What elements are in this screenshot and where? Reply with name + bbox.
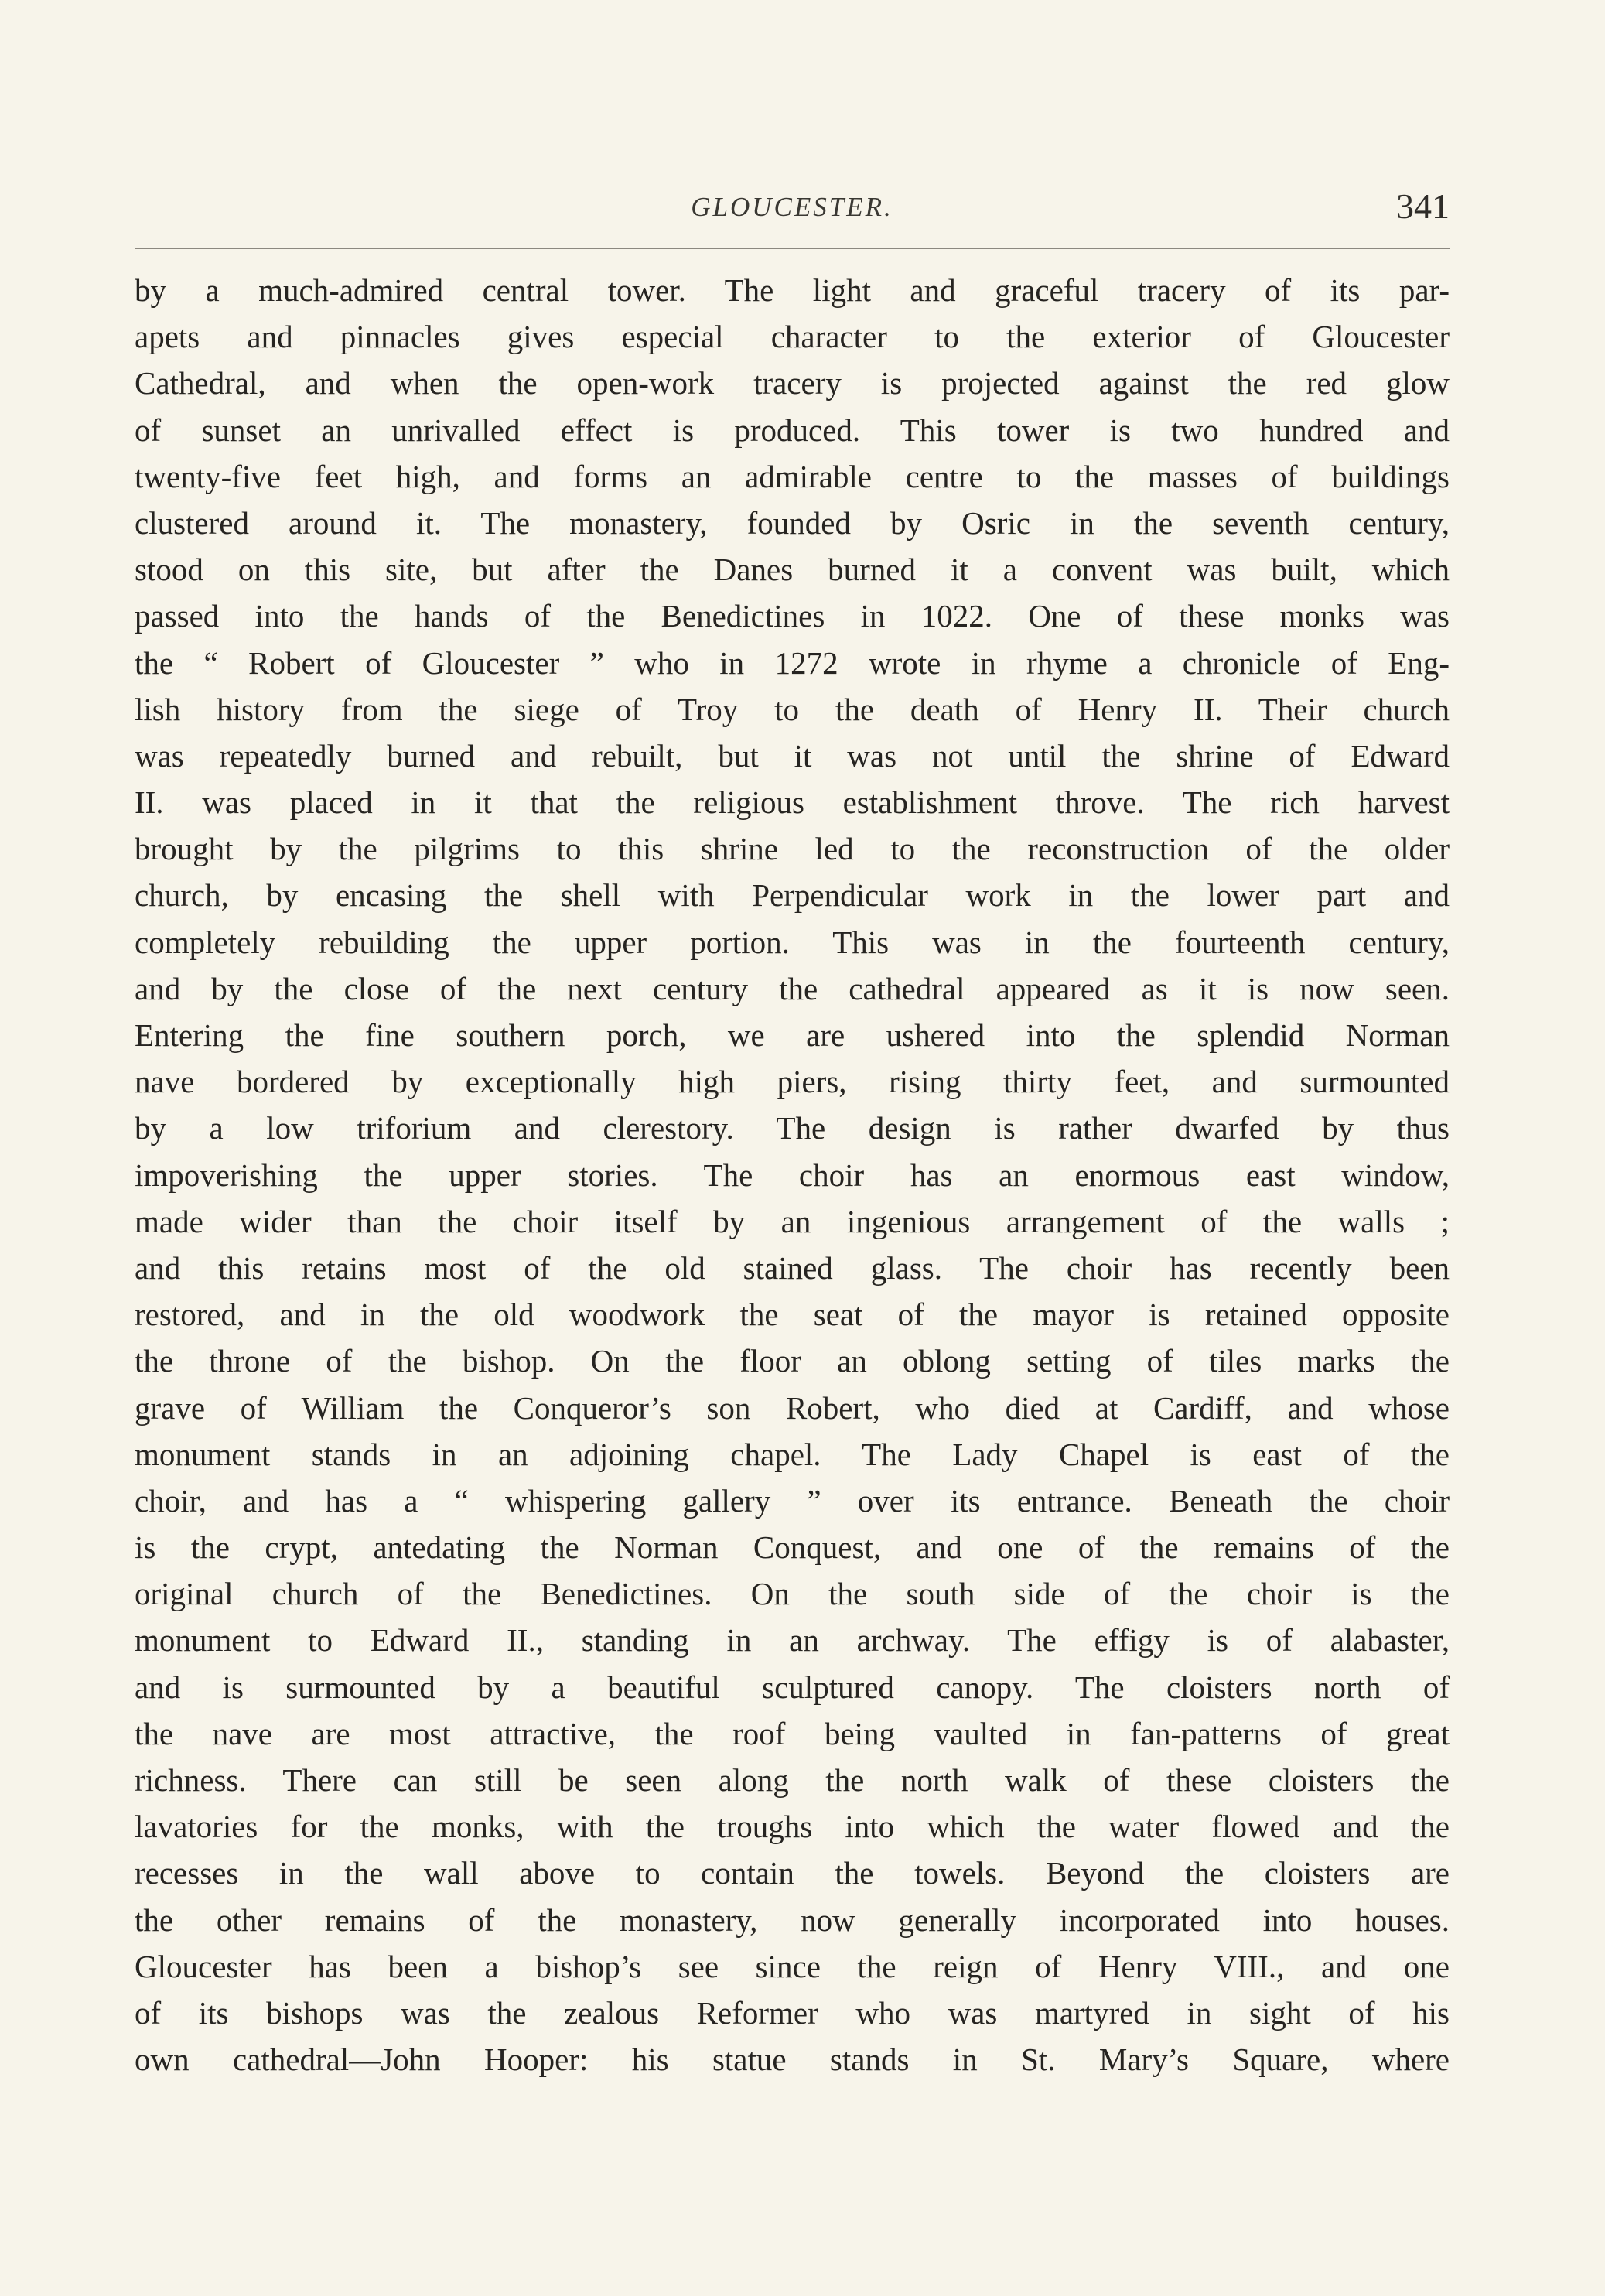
text-line: of sunset an unrivalled effect is produced. This tower is two hundred and: [135, 412, 1450, 448]
text-line: recesses in the wall above to contain the towels. Beyond the cloisters are: [135, 1855, 1450, 1891]
text-line: monument to Edward II., standing in an archway. The effigy is of alabaster,: [135, 1622, 1450, 1659]
running-title: GLOUCESTER.: [691, 192, 893, 222]
text-line: and this retains most of the old stained glass. The choir has recently been: [135, 1249, 1450, 1286]
text-line: Gloucester has been a bishop’s see since the reign of Henry VIII., and one: [135, 1948, 1450, 1984]
text-line: richness. There can still be seen along the north walk of these cloisters the: [135, 1762, 1450, 1798]
text-line: was repeatedly burned and rebuilt, but it was not until the shrine of Edward: [135, 737, 1450, 774]
text-line: the “ Robert of Gloucester ” who in 1272 wrote in rhyme a chronicle of Eng-: [135, 644, 1450, 681]
text-line: the throne of the bishop. On the floor an oblong setting of tiles marks the: [135, 1343, 1450, 1379]
text-line: by a low triforium and clerestory. The design is rather dwarfed by thus: [135, 1110, 1450, 1146]
text-line: II. was placed in it that the religious establishment throve. The rich harvest: [135, 784, 1450, 821]
text-line: Cathedral, and when the open-work tracery is projected against the red glow: [135, 365, 1450, 401]
text-line: and by the close of the next century the cathedral appeared as it is now seen.: [135, 970, 1450, 1006]
text-line: twenty-five feet high, and forms an admirable centre to the masses of buildings: [135, 458, 1450, 494]
text-line: monument stands in an adjoining chapel. The Lady Chapel is east of the: [135, 1436, 1450, 1472]
running-head: [135, 186, 1450, 238]
text-line: the other remains of the monastery, now generally incorporated into houses.: [135, 1901, 1450, 1938]
text-line: impoverishing the upper stories. The choir has an enormous east window,: [135, 1157, 1450, 1193]
text-line: stood on this site, but after the Danes burned it a convent was built, which: [135, 552, 1450, 588]
text-line: and is surmounted by a beautiful sculptured canopy. The cloisters north of: [135, 1669, 1450, 1705]
text-line: apets and pinnacles gives especial character to the exterior of Gloucester: [135, 319, 1450, 355]
text-line: restored, and in the old woodwork the seat of the mayor is retained opposite: [135, 1297, 1450, 1333]
text-line: church, by encasing the shell with Perpendicular work in the lower part and: [135, 877, 1450, 914]
body-text: [135, 267, 1450, 2082]
text-line: own cathedral—John Hooper: his statue stands in St. Mary’s Square, where: [135, 2041, 1450, 2078]
text-line: of its bishops was the zealous Reformer who was martyred in sight of his: [135, 1994, 1450, 2031]
text-line: by a much-admired central tower. The light and graceful tracery of its par-: [135, 272, 1450, 308]
page-number: 341: [1396, 186, 1450, 226]
text-line: nave bordered by exceptionally high piers, rising thirty feet, and surmounted: [135, 1064, 1450, 1100]
text-line: grave of William the Conqueror’s son Robert, who died at Cardiff, and whose: [135, 1389, 1450, 1426]
text-line: clustered around it. The monastery, founded by Osric in the seventh century,: [135, 504, 1450, 541]
text-line: lish history from the siege of Troy to the death of Henry II. Their church: [135, 691, 1450, 727]
text-line: passed into the hands of the Benedictines in 1022. One of these monks was: [135, 598, 1450, 634]
text-line: is the crypt, antedating the Norman Conquest, and one of the remains of the: [135, 1529, 1450, 1566]
text-line: brought by the pilgrims to this shrine led to the reconstruction of the older: [135, 831, 1450, 867]
text-line: original church of the Benedictines. On the south side of the choir is the: [135, 1576, 1450, 1612]
text-line: Entering the fine southern porch, we are ushered into the splendid Norman: [135, 1017, 1450, 1053]
text-line: made wider than the choir itself by an ingenious arrangement of the walls ;: [135, 1203, 1450, 1239]
header-rule: [135, 248, 1450, 249]
text-line: the nave are most attractive, the roof being vaulted in fan-patterns of great: [135, 1715, 1450, 1751]
text-line: choir, and has a “ whispering gallery ” over its entrance. Beneath the choir: [135, 1482, 1450, 1519]
text-line: lavatories for the monks, with the troughs into which the water flowed and the: [135, 1809, 1450, 1845]
text-line: completely rebuilding the upper portion. This was in the fourteenth century,: [135, 924, 1450, 960]
